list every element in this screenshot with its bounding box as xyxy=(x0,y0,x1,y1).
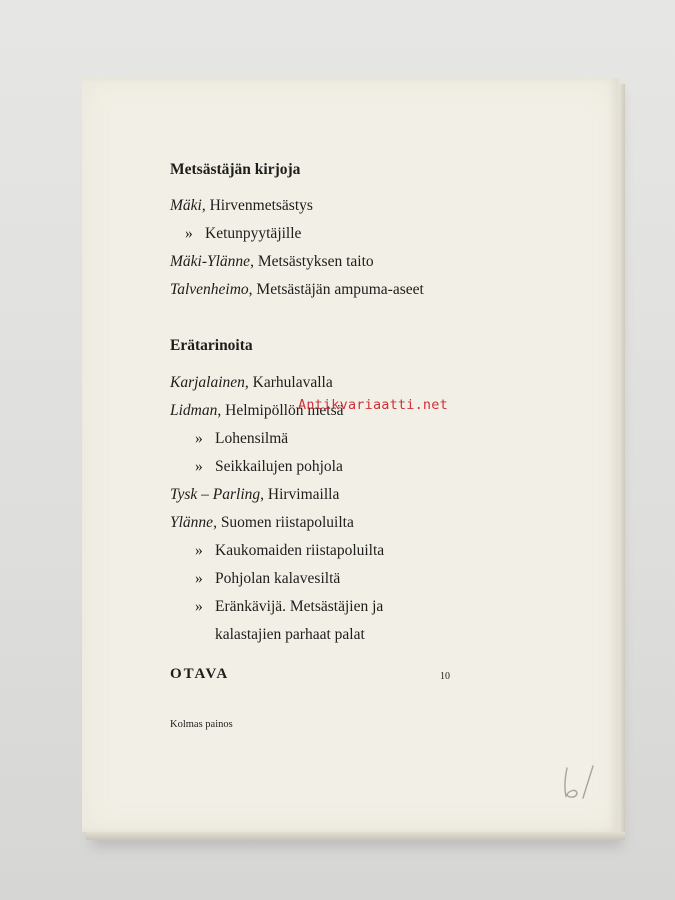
ditto-mark: » xyxy=(185,225,193,242)
entry-separator: , xyxy=(217,402,226,419)
book-entry xyxy=(170,374,333,392)
entry-title: kalastajien parhaat palat xyxy=(215,626,365,643)
entry-author: Talvenheimo xyxy=(170,281,249,298)
entry-author: Karjalainen xyxy=(170,374,245,391)
book-entry xyxy=(195,542,384,560)
entry-title: Metsästäjän ampuma-aseet xyxy=(256,281,424,298)
entry-author: Lidman xyxy=(170,402,218,419)
entry-title: Seikkailujen pohjola xyxy=(215,458,343,475)
series-number: 10 xyxy=(440,671,450,682)
entry-title: Pohjolan kalavesiltä xyxy=(215,570,341,587)
book-entry xyxy=(195,430,288,448)
book-entry xyxy=(185,225,301,243)
entry-separator: , xyxy=(250,253,258,270)
book-entry xyxy=(170,253,374,271)
book-entry xyxy=(195,570,340,588)
entry-title: Metsästyksen taito xyxy=(257,253,374,270)
book-back-cover xyxy=(82,78,619,832)
section-heading-eratarinoita: Erätarinoita xyxy=(170,337,253,354)
ditto-mark: » xyxy=(195,542,203,559)
ditto-mark: » xyxy=(195,598,203,615)
ditto-mark: » xyxy=(195,570,203,587)
entry-separator: , xyxy=(201,197,210,214)
book-page-edge-bottom xyxy=(86,832,625,840)
entry-author: Mäki-Ylänne xyxy=(170,253,251,270)
watermark: Antikvariaatti.net xyxy=(298,397,448,413)
edition-note: Kolmas painos xyxy=(170,719,233,730)
entry-title: Helmipöllön metsä xyxy=(225,402,344,419)
entry-separator: , xyxy=(244,374,253,391)
entry-title: Hirvenmetsästys xyxy=(209,197,313,214)
book-entry xyxy=(170,486,339,504)
entry-author: Ylänne xyxy=(170,514,214,531)
entry-title: Kaukomaiden riistapoluilta xyxy=(215,542,385,559)
publisher-name: OTAVA xyxy=(170,666,230,682)
entry-separator: , xyxy=(260,486,268,503)
entry-title: Ketunpyytäjille xyxy=(205,225,302,242)
book-entry xyxy=(195,598,383,616)
entry-author: Mäki xyxy=(170,197,202,214)
entry-title: Karhulavalla xyxy=(252,374,333,391)
book-entry xyxy=(170,514,354,532)
pencil-note-icon xyxy=(555,762,605,802)
entry-author: Tysk – Parling xyxy=(170,486,261,503)
book-entry xyxy=(170,197,313,215)
book-page-edge-right xyxy=(619,84,625,834)
entry-title: Lohensilmä xyxy=(215,430,289,447)
entry-title: Eränkävijä. Metsästäjien ja xyxy=(215,598,384,615)
entry-title: Suomen riistapoluilta xyxy=(220,514,354,531)
entry-separator: , xyxy=(213,514,221,531)
entry-title: Hirvimailla xyxy=(267,486,340,503)
ditto-mark: » xyxy=(195,458,203,475)
book-entry xyxy=(195,458,343,476)
book-entry-continuation xyxy=(215,626,365,644)
section-heading-metsastajan: Metsästäjän kirjoja xyxy=(170,161,301,178)
ditto-mark: » xyxy=(195,430,203,447)
book-entry xyxy=(170,281,424,299)
entry-separator: , xyxy=(248,281,257,298)
